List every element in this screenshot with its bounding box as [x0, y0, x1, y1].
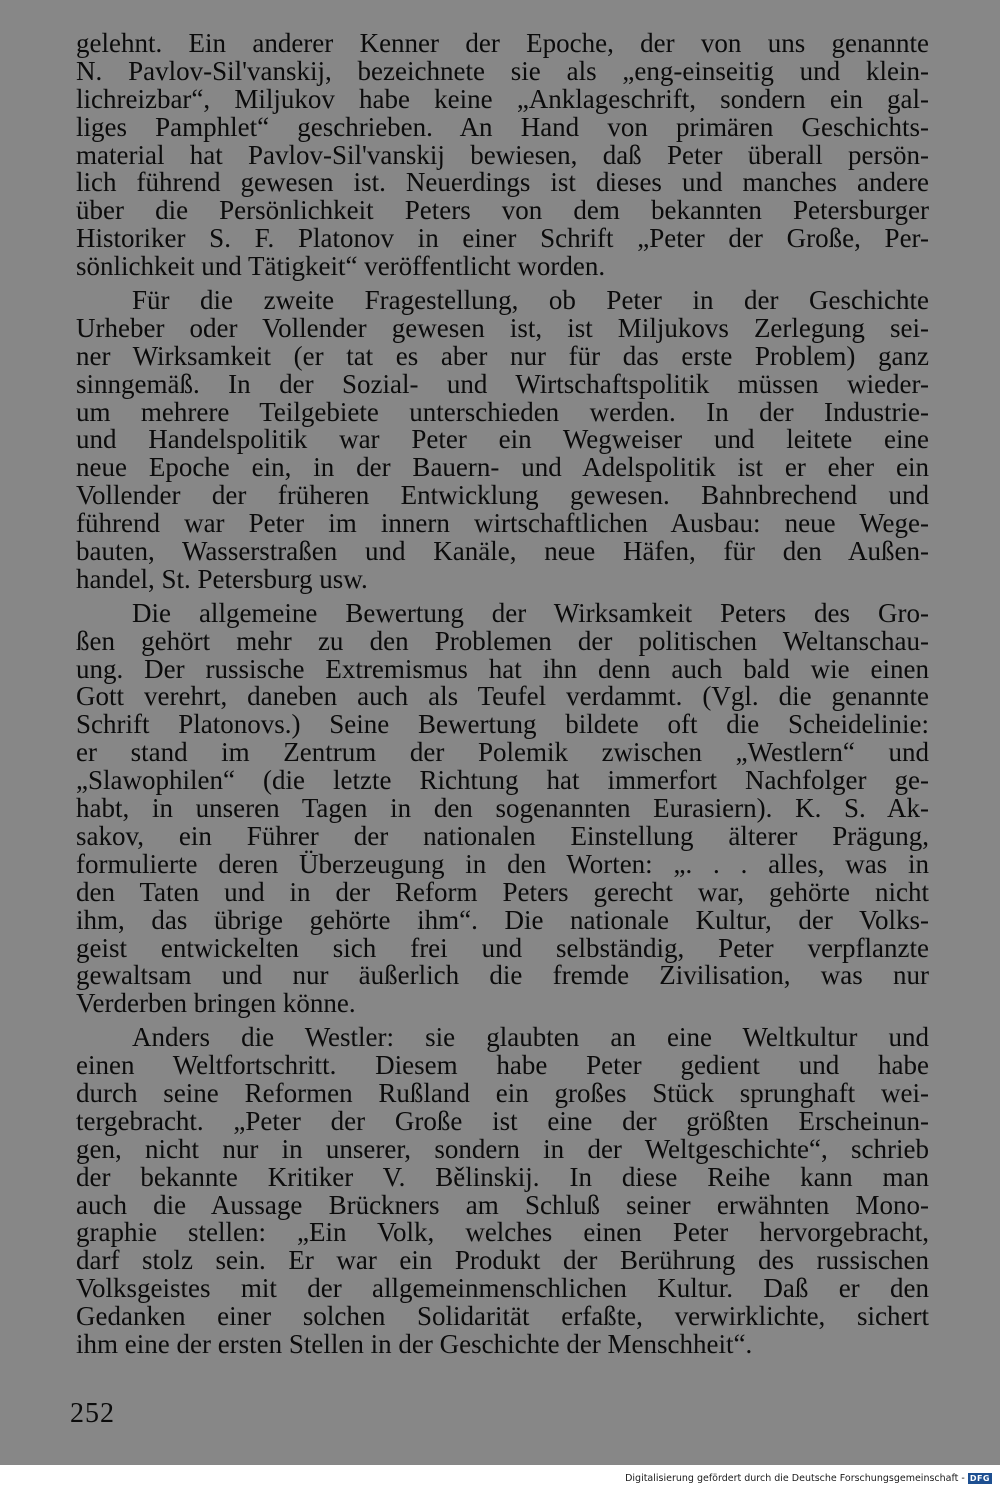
- text-line: er stand im Zentrum der Polemik zwischen „Westlern“ und: [76, 737, 929, 768]
- paragraph: [76, 597, 929, 1019]
- text-line: „Slawophilen“ (die letzte Richtung hat immerfort Nachfolger ge-: [76, 765, 929, 796]
- text-line: sakov, ein Führer der nationalen Einstellung älterer Prägung,: [76, 820, 929, 851]
- text-line: auch die Aussage Brückners am Schluß seiner erwähnten Mono-: [76, 1189, 929, 1220]
- dfg-logo-icon: DFG: [969, 1473, 990, 1483]
- text-line: gen, nicht nur in unserer, sondern in der Weltgeschichte“, schrieb: [76, 1133, 929, 1164]
- paragraph: [76, 1024, 929, 1359]
- text-line: Anders die Westler: sie glaubten an eine Weltkultur und: [132, 1022, 929, 1053]
- text-line: Urheber oder Vollender gewesen ist, ist Miljukovs Zerlegung sei-: [76, 312, 929, 343]
- text-line: durch seine Reformen Rußland ein großes Stück sprunghaft wei-: [76, 1077, 929, 1108]
- text-line: sönlichkeit und Tätigkeit“ veröffentlicht worden.: [76, 251, 606, 282]
- text-line: formulierte deren Überzeugung in den Worten: „. . . alles, was in: [76, 848, 929, 879]
- text-line: und Handelspolitik war Peter ein Wegweiser und leitete eine: [76, 424, 929, 455]
- page-number: 252: [70, 1398, 115, 1429]
- text-line: handel, St. Petersburg usw.: [76, 563, 368, 594]
- text-line: ner Wirksamkeit (er tat es aber nur für das erste Problem) ganz: [76, 340, 929, 371]
- body-text: [76, 30, 929, 1359]
- text-line: geist entwickelten sich frei und selbständig, Peter verpflanzte: [76, 932, 929, 963]
- text-line: graphie stellen: „Ein Volk, welches einen Peter hervorgebracht,: [76, 1217, 929, 1248]
- text-line: N. Pavlov-Sil'vanskij, bezeichnete sie als „eng-einseitig und klein-: [76, 55, 929, 86]
- text-line: gelehnt. Ein anderer Kenner der Epoche, der von uns genannte: [76, 28, 929, 58]
- text-line: Für die zweite Fragestellung, ob Peter in der Geschichte: [132, 285, 929, 316]
- text-line: gewaltsam und nur äußerlich die fremde Zivilisation, was nur: [76, 960, 929, 991]
- text-line: der bekannte Kritiker V. Bělinskij. In diese Reihe kann man: [76, 1161, 929, 1192]
- text-line: ihm eine der ersten Stellen in der Geschichte der Menschheit“.: [76, 1328, 753, 1359]
- text-line: Historiker S. F. Platonov in einer Schrift „Peter der Große, Per-: [76, 223, 929, 254]
- text-line: ihm, das übrige gehörte ihm“. Die nationale Kultur, der Volks-: [76, 904, 929, 935]
- text-line: führend war Peter im innern wirtschaftlichen Ausbau: neue Wege-: [76, 508, 929, 539]
- text-line: lichreizbar“, Miljukov habe keine „Anklageschrift, sondern ein gal-: [76, 83, 929, 114]
- text-line: Verderben bringen könne.: [76, 988, 356, 1019]
- text-line: Die allgemeine Bewertung der Wirksamkeit Peters des Gro-: [132, 597, 929, 628]
- text-line: lich führend gewesen ist. Neuerdings ist dieses und manches andere: [76, 167, 929, 198]
- text-line: liges Pamphlet“ geschrieben. An Hand von primären Geschichts-: [76, 111, 929, 142]
- footer-attribution: [625, 1471, 992, 1485]
- text-line: neue Epoche ein, in der Bauern- und Adelspolitik ist er eher ein: [76, 452, 929, 483]
- text-line: Schrift Platonovs.) Seine Bewertung bildete oft die Scheidelinie:: [76, 709, 929, 740]
- paragraph: [76, 30, 929, 281]
- text-line: Vollender der früheren Entwicklung gewesen. Bahnbrechend und: [76, 480, 929, 511]
- text-line: einen Weltfortschritt. Diesem habe Peter gedient und habe: [76, 1050, 929, 1081]
- text-line: Gedanken einer solchen Solidarität erfaßte, verwirklichte, sichert: [76, 1301, 929, 1332]
- text-line: material hat Pavlov-Sil'vanskij bewiesen, daß Peter überall persön-: [76, 139, 929, 170]
- text-line: ung. Der russische Extremismus hat ihn denn auch bald wie einen: [76, 653, 929, 684]
- text-line: Gott verehrt, daneben auch als Teufel verdammt. (Vgl. die genannte: [76, 681, 929, 712]
- text-line: habt, in unseren Tagen in den sogenannten Eurasiern). K. S. Ak-: [76, 793, 929, 824]
- text-line: den Taten und in der Reform Peters gerecht war, gehörte nicht: [76, 876, 929, 907]
- text-line: Volksgeistes mit der allgemeinmenschlichen Kultur. Daß er den: [76, 1273, 929, 1304]
- text-line: tergebracht. „Peter der Große ist eine der größten Erscheinun-: [76, 1105, 929, 1136]
- text-line: über die Persönlichkeit Peters von dem bekannten Petersburger: [76, 195, 929, 226]
- text-line: darf stolz sein. Er war ein Produkt der Berührung des russischen: [76, 1245, 929, 1276]
- text-line: ßen gehört mehr zu den Problemen der politischen Weltanschau-: [76, 625, 929, 656]
- text-line: sinngemäß. In der Sozial- und Wirtschaftspolitik müssen wieder-: [76, 368, 929, 399]
- footer-text: Digitalisierung gefördert durch die Deutsche Forschungsgemeinschaft -: [625, 1472, 965, 1484]
- text-line: um mehrere Teilgebiete unterschieden werden. In der Industrie-: [76, 396, 929, 427]
- paragraph: [76, 287, 929, 594]
- text-line: bauten, Wasserstraßen und Kanäle, neue Häfen, für den Außen-: [76, 536, 929, 567]
